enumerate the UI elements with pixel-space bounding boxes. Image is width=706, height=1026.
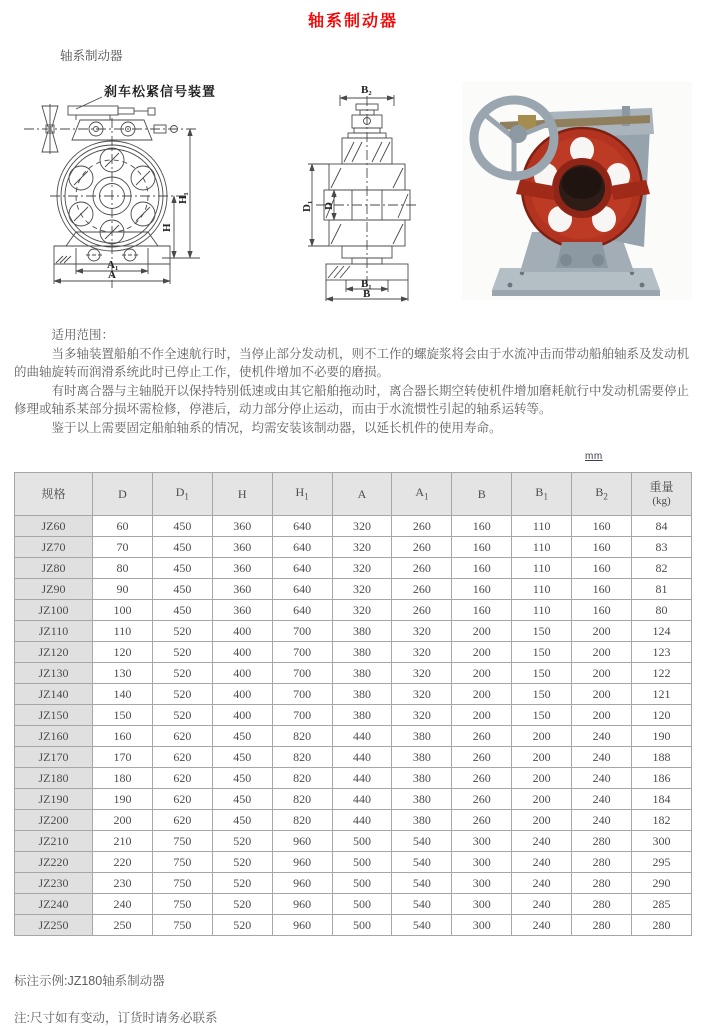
spec-value-cell: 84	[632, 516, 692, 537]
spec-value-cell: 260	[392, 516, 452, 537]
spec-value-cell: 280	[572, 831, 632, 852]
spec-value-cell: 200	[512, 810, 572, 831]
spec-value-cell: 120	[632, 705, 692, 726]
spec-value-cell: 750	[152, 915, 212, 936]
dim-label-b: B	[363, 288, 371, 300]
spec-value-cell: 450	[212, 747, 272, 768]
spec-value-cell: 450	[212, 726, 272, 747]
spec-value-cell: 150	[512, 705, 572, 726]
spec-value-cell: 260	[452, 810, 512, 831]
spec-value-cell: 295	[632, 852, 692, 873]
spec-model-cell: JZ180	[15, 768, 93, 789]
spec-row	[15, 516, 692, 537]
spec-value-cell: 360	[212, 558, 272, 579]
spec-value-cell: 750	[152, 852, 212, 873]
column-header: D	[93, 473, 153, 516]
spec-value-cell: 520	[212, 894, 272, 915]
spec-value-cell: 81	[632, 579, 692, 600]
spec-value-cell: 440	[332, 789, 392, 810]
spec-value-cell: 121	[632, 684, 692, 705]
spec-value-cell: 82	[632, 558, 692, 579]
column-header: A	[332, 473, 392, 516]
spec-value-cell: 320	[332, 579, 392, 600]
spec-value-cell: 440	[332, 810, 392, 831]
spec-row	[15, 579, 692, 600]
spec-value-cell: 240	[572, 747, 632, 768]
spec-value-cell: 240	[512, 831, 572, 852]
spec-value-cell: 750	[152, 873, 212, 894]
spec-value-cell: 300	[452, 852, 512, 873]
spec-value-cell: 260	[392, 600, 452, 621]
figures-row	[14, 82, 692, 304]
spec-value-cell: 540	[392, 831, 452, 852]
spec-value-cell: 450	[212, 768, 272, 789]
spec-value-cell: 70	[93, 537, 153, 558]
spec-model-cell: JZ80	[15, 558, 93, 579]
spec-value-cell: 320	[332, 600, 392, 621]
spec-value-cell: 620	[152, 768, 212, 789]
dim-label-h: H	[161, 223, 173, 232]
spec-value-cell: 300	[632, 831, 692, 852]
spec-value-cell: 110	[512, 600, 572, 621]
spec-value-cell: 190	[632, 726, 692, 747]
spec-value-cell: 620	[152, 726, 212, 747]
spec-value-cell: 210	[93, 831, 153, 852]
spec-value-cell: 700	[272, 621, 332, 642]
spec-value-cell: 360	[212, 537, 272, 558]
spec-value-cell: 320	[392, 621, 452, 642]
spec-value-cell: 260	[452, 726, 512, 747]
spec-value-cell: 520	[212, 915, 272, 936]
column-header: $H_1$	[272, 473, 332, 516]
spec-value-cell: 200	[512, 726, 572, 747]
spec-value-cell: 280	[632, 915, 692, 936]
spec-value-cell: 180	[93, 768, 153, 789]
spec-value-cell: 140	[93, 684, 153, 705]
spec-value-cell: 130	[93, 663, 153, 684]
spec-value-cell: 620	[152, 747, 212, 768]
spec-value-cell: 380	[332, 621, 392, 642]
spec-value-cell: 160	[93, 726, 153, 747]
spec-value-cell: 200	[93, 810, 153, 831]
spec-value-cell: 200	[512, 789, 572, 810]
spec-value-cell: 184	[632, 789, 692, 810]
spec-value-cell: 400	[212, 621, 272, 642]
spec-value-cell: 80	[93, 558, 153, 579]
spec-model-cell: JZ70	[15, 537, 93, 558]
spec-model-cell: JZ60	[15, 516, 93, 537]
spec-model-cell: JZ190	[15, 789, 93, 810]
spec-value-cell: 120	[93, 642, 153, 663]
spec-value-cell: 240	[512, 894, 572, 915]
spec-value-cell: 260	[452, 768, 512, 789]
spec-value-cell: 160	[572, 516, 632, 537]
spec-value-cell: 200	[572, 621, 632, 642]
dimension-change-note: 注:尺寸如有变动，订货时请务必联系	[14, 1010, 218, 1025]
spec-model-cell: JZ130	[15, 663, 93, 684]
spec-value-cell: 150	[512, 642, 572, 663]
spec-row	[15, 684, 692, 705]
spec-value-cell: 320	[392, 642, 452, 663]
spec-value-cell: 820	[272, 810, 332, 831]
spec-value-cell: 820	[272, 768, 332, 789]
column-header: $A_1$	[392, 473, 452, 516]
spec-value-cell: 380	[392, 768, 452, 789]
spec-value-cell: 110	[93, 621, 153, 642]
spec-row	[15, 873, 692, 894]
spec-value-cell: 500	[332, 831, 392, 852]
spec-value-cell: 520	[152, 621, 212, 642]
spec-value-cell: 750	[152, 831, 212, 852]
description-paragraph: 当多轴装置船舶不作全速航行时，当停止部分发动机，则不工作的螺旋浆将会由于水流冲击而带动船舶轴系及发动机的曲轴旋转而润滑系统此时已停止工作，使机件增加不必要的磨损。	[14, 346, 690, 380]
spec-value-cell: 122	[632, 663, 692, 684]
spec-value-cell: 960	[272, 894, 332, 915]
spec-table-body	[15, 516, 692, 936]
spec-value-cell: 400	[212, 642, 272, 663]
spec-value-cell: 200	[572, 705, 632, 726]
spec-value-cell: 380	[332, 684, 392, 705]
spec-value-cell: 500	[332, 915, 392, 936]
spec-value-cell: 150	[512, 663, 572, 684]
spec-value-cell: 450	[212, 789, 272, 810]
spec-value-cell: 640	[272, 600, 332, 621]
spec-model-cell: JZ90	[15, 579, 93, 600]
spec-value-cell: 285	[632, 894, 692, 915]
side-view-drawing	[302, 82, 452, 302]
spec-row	[15, 537, 692, 558]
page-title: 轴系制动器	[307, 13, 398, 30]
spec-value-cell: 320	[392, 684, 452, 705]
spec-value-cell: 520	[212, 852, 272, 873]
spec-value-cell: 300	[452, 915, 512, 936]
spec-value-cell: 60	[93, 516, 153, 537]
spec-value-cell: 160	[572, 537, 632, 558]
spec-value-cell: 820	[272, 726, 332, 747]
spec-row	[15, 768, 692, 789]
spec-value-cell: 820	[272, 747, 332, 768]
spec-value-cell: 240	[572, 726, 632, 747]
spec-value-cell: 440	[332, 768, 392, 789]
spec-model-cell: JZ120	[15, 642, 93, 663]
spec-value-cell: 440	[332, 747, 392, 768]
dim-label-a1: A₁	[107, 259, 119, 271]
spec-value-cell: 200	[572, 642, 632, 663]
dim-label-d1: D₁	[301, 200, 313, 212]
spec-row	[15, 831, 692, 852]
spec-value-cell: 400	[212, 684, 272, 705]
spec-row	[15, 789, 692, 810]
table-unit-label: mm	[585, 451, 603, 462]
spec-value-cell: 450	[152, 600, 212, 621]
spec-value-cell: 700	[272, 705, 332, 726]
spec-value-cell: 540	[392, 852, 452, 873]
spec-value-cell: 540	[392, 915, 452, 936]
spec-row	[15, 621, 692, 642]
spec-value-cell: 124	[632, 621, 692, 642]
spec-value-cell: 200	[512, 747, 572, 768]
spec-value-cell: 520	[152, 705, 212, 726]
spec-value-cell: 500	[332, 852, 392, 873]
product-photo	[462, 82, 692, 300]
spec-value-cell: 500	[332, 894, 392, 915]
spec-value-cell: 188	[632, 747, 692, 768]
spec-value-cell: 100	[93, 600, 153, 621]
dim-label-d: D	[323, 202, 335, 210]
marking-example-note: 标注示例:JZ180轴系制动器	[14, 973, 165, 988]
spec-model-cell: JZ100	[15, 600, 93, 621]
spec-value-cell: 160	[452, 600, 512, 621]
spec-value-cell: 640	[272, 558, 332, 579]
spec-value-cell: 160	[572, 558, 632, 579]
spec-value-cell: 520	[152, 663, 212, 684]
description-paragraph: 鉴于以上需要固定船舶轴系的情况，均需安装该制动器，以延长机件的使用寿命。	[51, 420, 502, 435]
spec-value-cell: 260	[392, 537, 452, 558]
spec-value-cell: 190	[93, 789, 153, 810]
dim-label-b1: B₁	[361, 278, 372, 290]
application-scope	[14, 326, 694, 438]
column-header: H	[212, 473, 272, 516]
spec-value-cell: 400	[212, 705, 272, 726]
spec-table	[14, 472, 692, 936]
spec-value-cell: 960	[272, 915, 332, 936]
spec-value-cell: 960	[272, 852, 332, 873]
spec-value-cell: 300	[452, 873, 512, 894]
spec-model-cell: JZ220	[15, 852, 93, 873]
spec-value-cell: 200	[572, 663, 632, 684]
spec-value-cell: 160	[572, 579, 632, 600]
spec-value-cell: 360	[212, 516, 272, 537]
spec-model-cell: JZ240	[15, 894, 93, 915]
spec-value-cell: 450	[152, 537, 212, 558]
spec-value-cell: 500	[332, 873, 392, 894]
front-view-drawing	[14, 82, 292, 300]
spec-value-cell: 320	[392, 705, 452, 726]
spec-value-cell: 320	[332, 537, 392, 558]
spec-row	[15, 747, 692, 768]
spec-value-cell: 380	[332, 705, 392, 726]
spec-model-cell: JZ110	[15, 621, 93, 642]
spec-value-cell: 200	[512, 768, 572, 789]
spec-model-cell: JZ210	[15, 831, 93, 852]
spec-value-cell: 320	[332, 558, 392, 579]
spec-model-cell: JZ250	[15, 915, 93, 936]
spec-value-cell: 200	[452, 663, 512, 684]
spec-value-cell: 640	[272, 579, 332, 600]
description-paragraphs	[14, 345, 694, 438]
spec-model-cell: JZ140	[15, 684, 93, 705]
spec-value-cell: 200	[452, 705, 512, 726]
spec-value-cell: 110	[512, 537, 572, 558]
spec-model-cell: JZ170	[15, 747, 93, 768]
spec-value-cell: 160	[452, 558, 512, 579]
spec-value-cell: 80	[632, 600, 692, 621]
spec-value-cell: 750	[152, 894, 212, 915]
spec-model-cell: JZ200	[15, 810, 93, 831]
spec-value-cell: 440	[332, 726, 392, 747]
spec-row	[15, 726, 692, 747]
spec-value-cell: 240	[93, 894, 153, 915]
spec-value-cell: 300	[452, 831, 512, 852]
spec-value-cell: 520	[212, 831, 272, 852]
spec-value-cell: 170	[93, 747, 153, 768]
spec-value-cell: 200	[452, 684, 512, 705]
spec-value-cell: 700	[272, 642, 332, 663]
spec-value-cell: 280	[572, 915, 632, 936]
spec-row	[15, 852, 692, 873]
spec-model-cell: JZ160	[15, 726, 93, 747]
spec-value-cell: 620	[152, 810, 212, 831]
spec-value-cell: 83	[632, 537, 692, 558]
spec-value-cell: 960	[272, 831, 332, 852]
spec-row	[15, 810, 692, 831]
spec-value-cell: 280	[572, 852, 632, 873]
spec-value-cell: 200	[452, 621, 512, 642]
spec-value-cell: 240	[572, 789, 632, 810]
column-header: 重量 (kg)	[632, 473, 692, 516]
spec-value-cell: 700	[272, 684, 332, 705]
spec-row	[15, 642, 692, 663]
spec-value-cell: 380	[332, 642, 392, 663]
spec-value-cell: 450	[212, 810, 272, 831]
spec-value-cell: 290	[632, 873, 692, 894]
front-view-callout: 刹车松紧信号装置	[104, 84, 217, 99]
spec-value-cell: 640	[272, 516, 332, 537]
spec-value-cell: 620	[152, 789, 212, 810]
spec-value-cell: 540	[392, 873, 452, 894]
spec-value-cell: 150	[93, 705, 153, 726]
spec-row	[15, 600, 692, 621]
spec-value-cell: 320	[392, 663, 452, 684]
spec-row	[15, 705, 692, 726]
spec-row	[15, 558, 692, 579]
spec-value-cell: 160	[452, 516, 512, 537]
spec-value-cell: 380	[332, 663, 392, 684]
spec-value-cell: 260	[452, 747, 512, 768]
spec-value-cell: 240	[572, 810, 632, 831]
column-header: $B_2$	[572, 473, 632, 516]
spec-model-cell: JZ150	[15, 705, 93, 726]
spec-value-cell: 380	[392, 747, 452, 768]
spec-row	[15, 915, 692, 936]
spec-value-cell: 280	[572, 894, 632, 915]
spec-value-cell: 220	[93, 852, 153, 873]
dim-label-b2: B₂	[361, 84, 372, 96]
application-scope-heading: 适用范围：	[51, 328, 115, 342]
spec-value-cell: 400	[212, 663, 272, 684]
column-header: $D_1$	[152, 473, 212, 516]
spec-model-cell: JZ230	[15, 873, 93, 894]
spec-value-cell: 450	[152, 516, 212, 537]
spec-value-cell: 960	[272, 873, 332, 894]
spec-value-cell: 110	[512, 516, 572, 537]
spec-value-cell: 640	[272, 537, 332, 558]
spec-row	[15, 663, 692, 684]
spec-value-cell: 160	[452, 579, 512, 600]
spec-value-cell: 260	[452, 789, 512, 810]
spec-value-cell: 250	[93, 915, 153, 936]
spec-value-cell: 380	[392, 726, 452, 747]
spec-value-cell: 230	[93, 873, 153, 894]
subtitle: 轴系制动器	[60, 49, 123, 63]
spec-value-cell: 110	[512, 558, 572, 579]
spec-value-cell: 300	[452, 894, 512, 915]
spec-value-cell: 150	[512, 621, 572, 642]
spec-value-cell: 380	[392, 810, 452, 831]
spec-value-cell: 160	[572, 600, 632, 621]
spec-value-cell: 200	[452, 642, 512, 663]
spec-value-cell: 110	[512, 579, 572, 600]
spec-value-cell: 200	[572, 684, 632, 705]
spec-value-cell: 520	[152, 684, 212, 705]
dim-label-a: A	[108, 269, 116, 281]
spec-table-header-row	[15, 473, 692, 516]
spec-value-cell: 520	[212, 873, 272, 894]
spec-value-cell: 150	[512, 684, 572, 705]
column-header: 规格	[15, 473, 93, 516]
spec-value-cell: 240	[512, 852, 572, 873]
spec-value-cell: 260	[392, 579, 452, 600]
column-header: B	[452, 473, 512, 516]
spec-value-cell: 450	[152, 558, 212, 579]
spec-value-cell: 90	[93, 579, 153, 600]
spec-value-cell: 360	[212, 579, 272, 600]
spec-value-cell: 240	[512, 873, 572, 894]
spec-value-cell: 160	[452, 537, 512, 558]
spec-value-cell: 700	[272, 663, 332, 684]
spec-row	[15, 894, 692, 915]
spec-value-cell: 820	[272, 789, 332, 810]
dim-label-h1: H₁	[177, 192, 189, 204]
spec-value-cell: 182	[632, 810, 692, 831]
spec-value-cell: 240	[572, 768, 632, 789]
spec-value-cell: 380	[392, 789, 452, 810]
spec-value-cell: 260	[392, 558, 452, 579]
spec-value-cell: 540	[392, 894, 452, 915]
spec-value-cell: 240	[512, 915, 572, 936]
column-header: $B_1$	[512, 473, 572, 516]
spec-value-cell: 186	[632, 768, 692, 789]
spec-value-cell: 123	[632, 642, 692, 663]
spec-value-cell: 450	[152, 579, 212, 600]
spec-value-cell: 320	[332, 516, 392, 537]
spec-value-cell: 520	[152, 642, 212, 663]
spec-value-cell: 280	[572, 873, 632, 894]
description-paragraph: 有时离合器与主轴脱开以保持特别低速或由其它船舶拖动时，离合器长期空转使机件增加磨耗航行中发动机需要停止修理或轴系某部分损坏需检修，停港后，动力部分停止运动，而由于水流惯性引起的轴系运转等。	[14, 383, 690, 417]
spec-value-cell: 360	[212, 600, 272, 621]
